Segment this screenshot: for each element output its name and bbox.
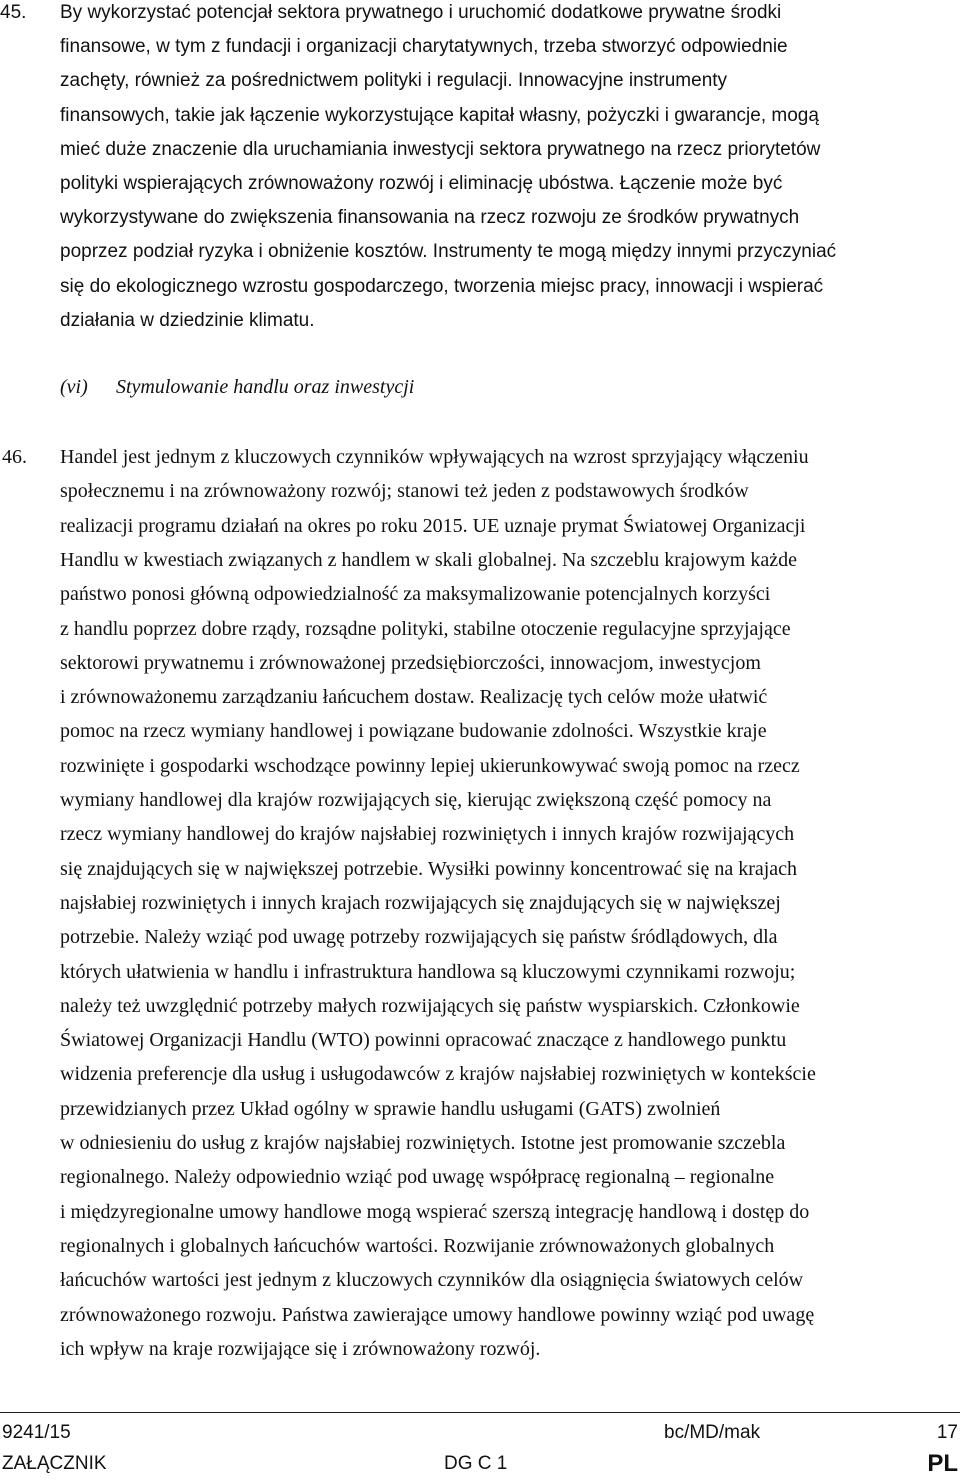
text-line: należy też uwzględnić potrzeby małych rozwijających się państw wyspiarskich. Członkowie: [60, 994, 800, 1017]
text-line: pomoc na rzecz wymiany handlowej i powiązane budowanie zdolności. Wszystkie kraje: [60, 720, 767, 743]
footer-doc-number: 9241/15: [2, 1422, 71, 1443]
text-line: się znajdujących się w największej potrzebie. Wysiłki powinny koncentrować się na krajach: [60, 857, 798, 880]
text-line: z handlu poprzez dobre rządy, rozsądne polityki, stabilne otoczenie regulacyjne sprzyjające: [60, 617, 791, 640]
paragraph-number: 46.: [2, 446, 27, 468]
footer-divider: [0, 1412, 960, 1413]
text-line: Światowej Organizacji Handlu (WTO) powinni opracować znaczące z handlowego punktu: [60, 1029, 787, 1052]
footer-annex: ZAŁĄCZNIK: [2, 1453, 107, 1474]
text-line: rozwinięte i gospodarki wschodzące powinny lepiej ukierunkowywać swoją pomoc na rzecz: [60, 754, 800, 777]
text-line: państwo ponosi główną odpowiedzialność za maksymalizowanie potencjalnych korzyści: [60, 583, 771, 606]
footer-dg: DG C 1: [444, 1453, 508, 1474]
paragraph-number: 45.: [0, 2, 27, 23]
text-line: najsłabiej rozwiniętych i innych krajach rozwijających się znajdujących się w największej: [60, 891, 781, 914]
text-line: i zrównoważonemu zarządzaniu łańcuchem dostaw. Realizację tych celów może ułatwić: [60, 686, 768, 709]
text-line: realizacji programu działań na okres po roku 2015. UE uznaje prymat Światowej Organizacji: [60, 514, 806, 537]
text-line: regionalnych i globalnych łańcuchów wartości. Rozwijanie zrównoważonych globalnych: [60, 1234, 775, 1257]
text-line: rzecz wymiany handlowej do krajów najsłabiej rozwiniętych i innych krajów rozwijających: [60, 823, 795, 846]
footer-page-number: 17: [936, 1422, 958, 1443]
text-line: ich wpływ na kraje rozwijające się i zrównoważony rozwój.: [60, 1337, 541, 1360]
section-heading: [60, 370, 414, 404]
section-number: (vi): [60, 376, 88, 398]
footer-initials: bc/MD/mak: [664, 1422, 761, 1443]
text-line: których ułatwienia w handlu i infrastruktura handlowa są kluczowymi czynnikami rozwoju;: [60, 960, 796, 983]
text-line: działania w dziedzinie klimatu.: [60, 309, 315, 331]
text-line: wymiany handlowej dla krajów rozwijających się, kierując zwiększoną część pomocy na: [60, 789, 772, 811]
text-line: zrównoważonego rozwoju. Państwa zawierające umowy handlowe powinny wziąć pod uwagę: [60, 1303, 815, 1326]
text-line: poprzez podział ryzyka i obniżenie kosztów. Instrumenty te mogą między innymi przyczyniać: [60, 241, 837, 263]
text-line: Handel jest jednym z kluczowych czynników wpływających na wzrost sprzyjający włączeniu: [60, 446, 809, 468]
text-line: i międzyregionalne umowy handlowe mogą wspierać szerszą integrację handlową i dostęp do: [60, 1200, 810, 1223]
text-line: finansowych, takie jak łączenie wykorzystujące kapitał własny, pożyczki i gwarancje, mogą: [60, 104, 819, 126]
text-line: potrzebie. Należy wziąć pod uwagę potrzeby rozwijających się państw śródlądowych, dla: [60, 926, 778, 949]
text-line: w odniesieniu do usług z krajów najsłabiej rozwiniętych. Istotne jest promowanie szczebla: [60, 1132, 786, 1154]
text-line: społecznemu i na zrównoważony rozwój; stanowi też jeden z podstawowych środków: [60, 480, 749, 503]
text-line: widzenia preferencje dla usług i usługodawców z krajów najsłabiej rozwiniętych w kontekście: [60, 1063, 816, 1086]
text-line: By wykorzystać potencjał sektora prywatnego i uruchomić dodatkowe prywatne środki: [60, 2, 782, 23]
text-line: się do ekologicznego wzrostu gospodarczego, tworzenia miejsc pracy, innowacji i wspierać: [60, 275, 824, 297]
section-title: Stymulowanie handlu oraz inwestycji: [116, 376, 415, 398]
footer-language: PL: [927, 1450, 958, 1477]
text-line: przewidzianych przez Układ ogólny w sprawie handlu usługami (GATS) zwolnień: [60, 1097, 721, 1120]
text-line: zachęty, również za pośrednictwem polityki i regulacji. Innowacyjne instrumenty: [60, 70, 728, 92]
text-line: sektorowi prywatnemu i zrównoważonej przedsiębiorczości, innowacjom, inwestycjom: [60, 651, 761, 674]
text-line: polityki wspierających zrównoważony rozwój i eliminację ubóstwa. Łączenie może być: [60, 173, 783, 194]
text-line: finansowe, w tym z fundacji i organizacji charytatywnych, trzeba stworzyć odpowiednie: [60, 36, 788, 58]
text-line: Handlu w kwestiach związanych z handlem w skali globalnej. Na szczeblu krajowym każde: [60, 548, 797, 571]
text-line: wykorzystywane do zwiększenia finansowania na rzecz rozwoju ze środków prywatnych: [60, 207, 800, 229]
text-line: mieć duże znaczenie dla uruchamiania inwestycji sektora prywatnego na rzecz priorytetów: [60, 138, 821, 160]
text-line: łańcuchów wartości jest jednym z kluczowych czynników dla osiągnięcia światowych celów: [60, 1269, 804, 1292]
text-line: regionalnego. Należy odpowiednio wziąć pod uwagę współpracę regionalną – regionalne: [60, 1166, 775, 1189]
